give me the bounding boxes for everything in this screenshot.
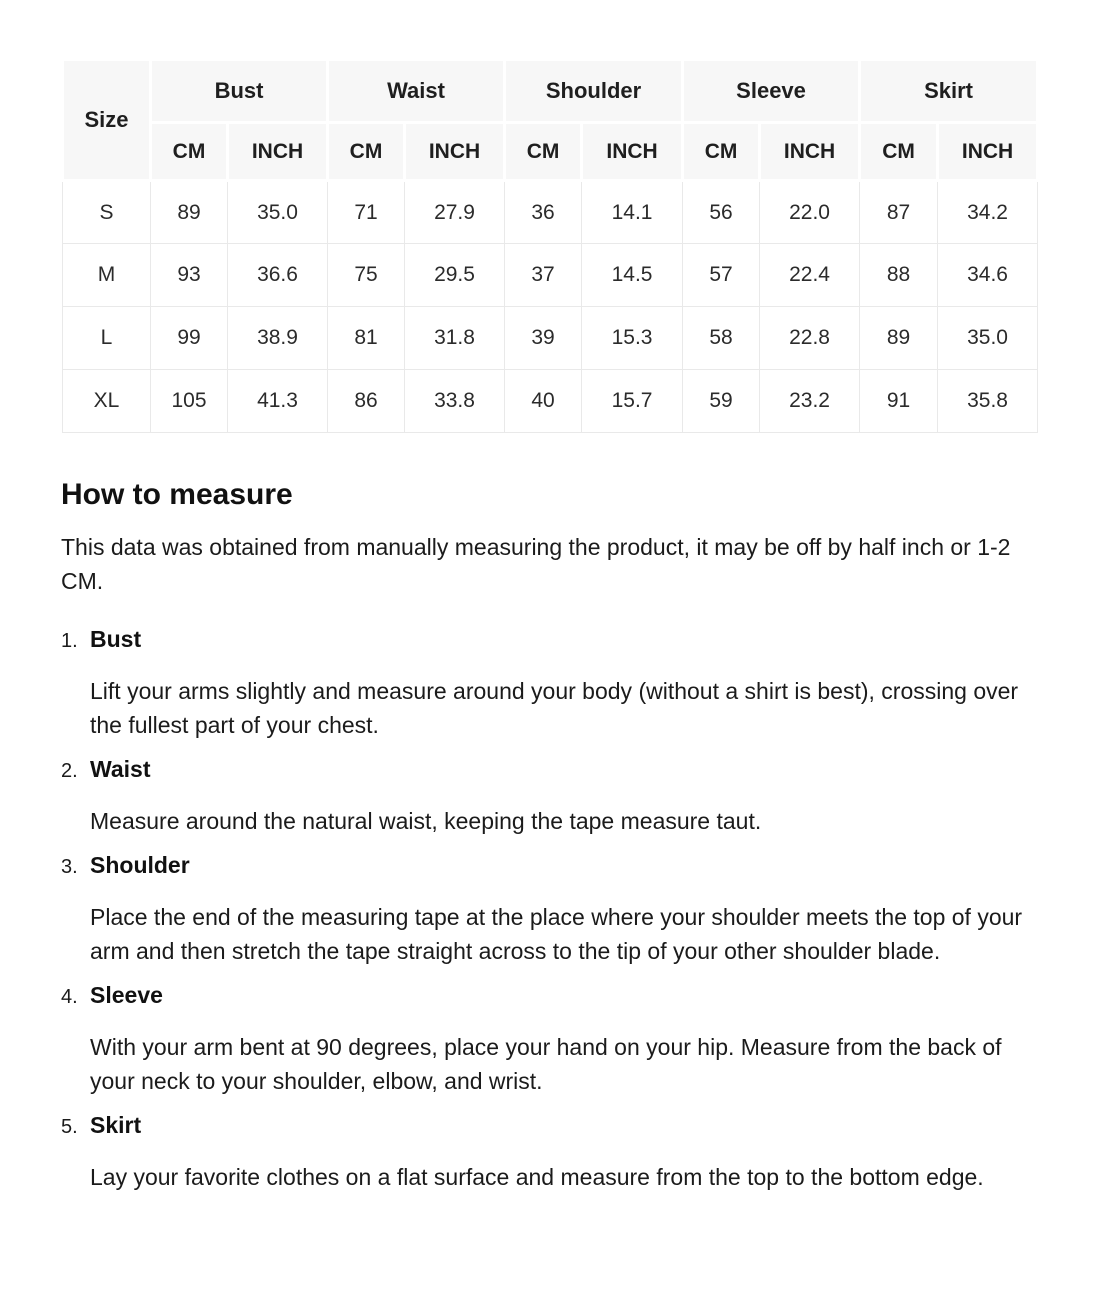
value-cell: 31.8	[405, 307, 505, 370]
value-cell: 15.3	[582, 307, 683, 370]
value-cell: 14.1	[582, 181, 683, 244]
how-to-measure-heading: How to measure	[61, 478, 293, 511]
unit-header-waist-inch: INCH	[405, 123, 505, 181]
value-cell: 35.0	[938, 307, 1038, 370]
step-number: 1.	[61, 630, 78, 652]
size-cell: L	[63, 307, 151, 370]
size-column-header: Size	[63, 60, 151, 181]
step-heading	[61, 624, 1038, 658]
value-cell: 56	[683, 181, 760, 244]
value-cell: 86	[328, 370, 405, 433]
value-cell: 33.8	[405, 370, 505, 433]
value-cell: 91	[860, 370, 938, 433]
size-row-s	[63, 181, 1038, 244]
value-cell: 38.9	[228, 307, 328, 370]
value-cell: 40	[505, 370, 582, 433]
value-cell: 87	[860, 181, 938, 244]
value-cell: 105	[151, 370, 228, 433]
measure-step-skirt	[61, 1110, 1038, 1194]
unit-header-row	[63, 123, 1038, 181]
value-cell: 81	[328, 307, 405, 370]
group-header-waist: Waist	[328, 60, 505, 123]
measure-step-sleeve	[61, 980, 1038, 1098]
value-cell: 35.0	[228, 181, 328, 244]
size-chart-table	[61, 58, 1039, 433]
unit-header-bust-cm: CM	[151, 123, 228, 181]
group-header-shoulder: Shoulder	[505, 60, 683, 123]
value-cell: 29.5	[405, 244, 505, 307]
step-heading	[61, 980, 1038, 1014]
size-chart-header	[63, 60, 1038, 181]
value-cell: 93	[151, 244, 228, 307]
group-header-row	[63, 60, 1038, 123]
value-cell: 14.5	[582, 244, 683, 307]
value-cell: 88	[860, 244, 938, 307]
unit-header-bust-inch: INCH	[228, 123, 328, 181]
measure-step-bust	[61, 624, 1038, 742]
step-label: Shoulder	[90, 852, 190, 878]
unit-header-sleeve-cm: CM	[683, 123, 760, 181]
value-cell: 89	[151, 181, 228, 244]
group-header-bust: Bust	[151, 60, 328, 123]
step-description: With your arm bent at 90 degrees, place your hand on your hip. Measure from the back of your neck to your shoulder, elbow, and wrist.	[90, 1034, 1002, 1094]
value-cell: 99	[151, 307, 228, 370]
how-to-measure-intro: This data was obtained from manually measuring the product, it may be off by half inch or 1-2 CM.	[61, 534, 1011, 594]
value-cell: 27.9	[405, 181, 505, 244]
step-label: Waist	[90, 756, 151, 782]
step-description: Lift your arms slightly and measure around your body (without a shirt is best), crossing over the fullest part of your chest.	[90, 678, 1019, 738]
value-cell: 36	[505, 181, 582, 244]
unit-header-shoulder-inch: INCH	[582, 123, 683, 181]
value-cell: 58	[683, 307, 760, 370]
value-cell: 35.8	[938, 370, 1038, 433]
unit-header-sleeve-inch: INCH	[760, 123, 860, 181]
size-row-l	[63, 307, 1038, 370]
step-number: 3.	[61, 856, 78, 878]
value-cell: 15.7	[582, 370, 683, 433]
value-cell: 36.6	[228, 244, 328, 307]
unit-header-skirt-inch: INCH	[938, 123, 1038, 181]
value-cell: 22.8	[760, 307, 860, 370]
step-label: Skirt	[90, 1112, 142, 1138]
step-label: Sleeve	[90, 982, 163, 1008]
value-cell: 34.2	[938, 181, 1038, 244]
value-cell: 41.3	[228, 370, 328, 433]
step-heading	[61, 1110, 1038, 1144]
size-row-m	[63, 244, 1038, 307]
step-heading	[61, 850, 1038, 884]
value-cell: 22.0	[760, 181, 860, 244]
step-description: Lay your favorite clothes on a flat surface and measure from the top to the bottom edge.	[90, 1164, 984, 1190]
step-label: Bust	[90, 626, 142, 652]
measure-steps-list	[61, 624, 1038, 1194]
value-cell: 22.4	[760, 244, 860, 307]
size-cell: S	[63, 181, 151, 244]
step-number: 4.	[61, 986, 78, 1008]
value-cell: 59	[683, 370, 760, 433]
value-cell: 34.6	[938, 244, 1038, 307]
step-heading	[61, 754, 1038, 788]
unit-header-waist-cm: CM	[328, 123, 405, 181]
value-cell: 75	[328, 244, 405, 307]
unit-header-shoulder-cm: CM	[505, 123, 582, 181]
value-cell: 23.2	[760, 370, 860, 433]
step-description: Measure around the natural waist, keeping the tape measure taut.	[90, 808, 762, 834]
unit-header-skirt-cm: CM	[860, 123, 938, 181]
size-row-xl	[63, 370, 1038, 433]
size-cell: M	[63, 244, 151, 307]
step-number: 2.	[61, 760, 78, 782]
size-chart-body	[63, 181, 1038, 433]
step-description: Place the end of the measuring tape at the place where your shoulder meets the top of your arm and then stretch the tape straight across to the tip of your other shoulder blade.	[90, 904, 1023, 964]
group-header-skirt: Skirt	[860, 60, 1038, 123]
value-cell: 89	[860, 307, 938, 370]
size-cell: XL	[63, 370, 151, 433]
value-cell: 71	[328, 181, 405, 244]
value-cell: 39	[505, 307, 582, 370]
value-cell: 57	[683, 244, 760, 307]
group-header-sleeve: Sleeve	[683, 60, 860, 123]
measure-step-waist	[61, 754, 1038, 838]
measure-step-shoulder	[61, 850, 1038, 968]
value-cell: 37	[505, 244, 582, 307]
step-number: 5.	[61, 1116, 78, 1138]
